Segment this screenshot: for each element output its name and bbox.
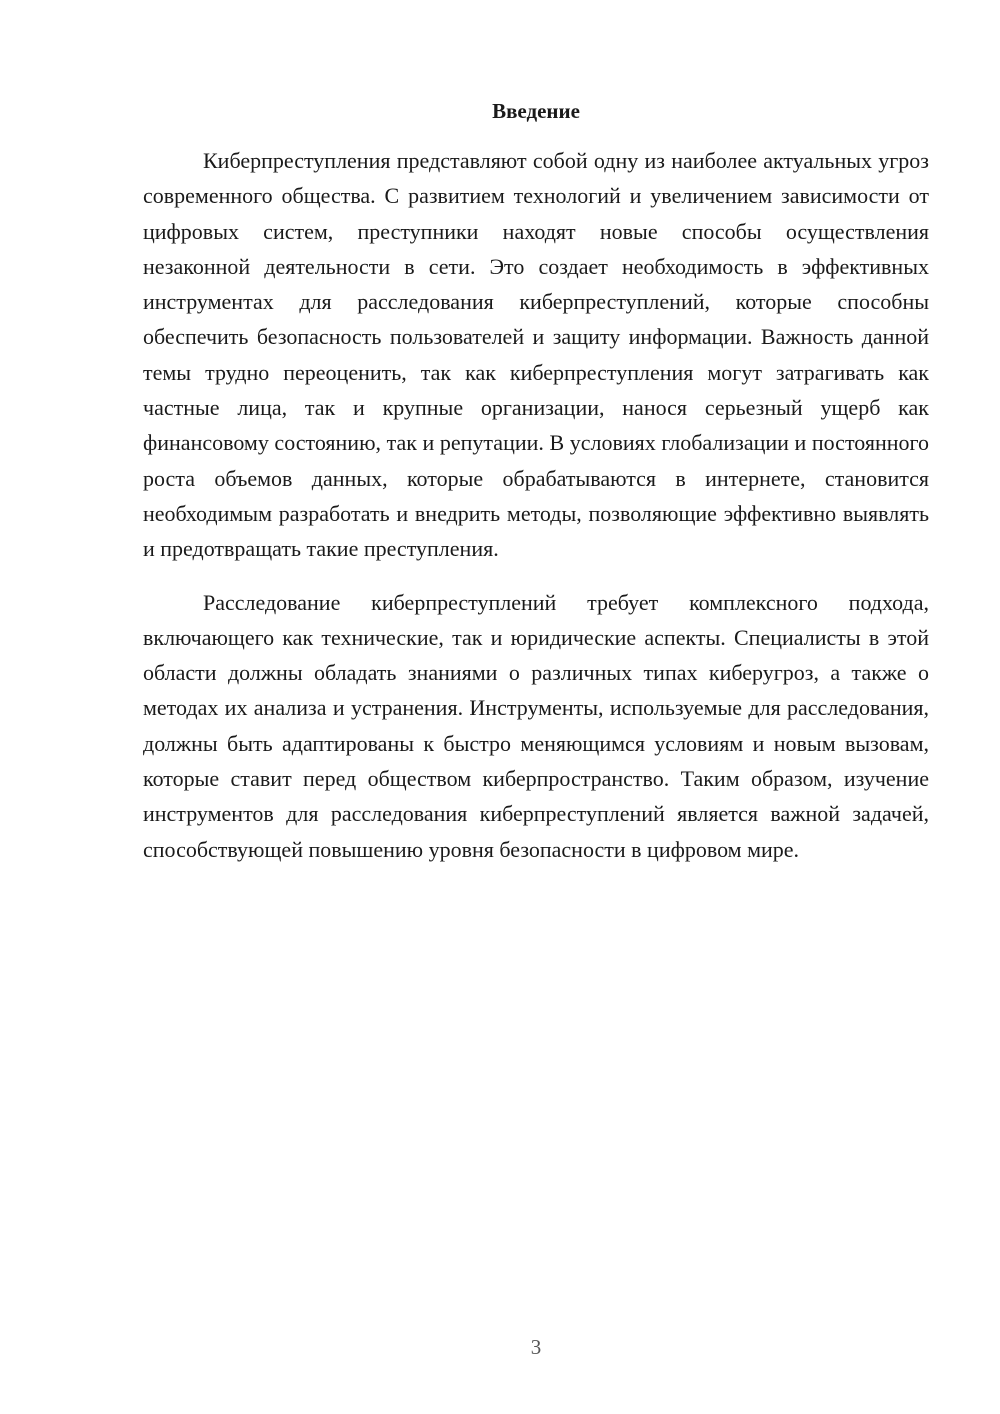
page-number: 3 [530,1335,542,1359]
body-text [143,143,929,867]
paragraph-2: Расследование киберпреступлений требует комплексного подхода, включающего как технические, так и юридические аспекты. Специалисты в этой области должны обладать знаниями о различных типах киберугроз, а также о методах их анализа и устранения. Инструменты, используемые для расследования, должны быть адаптированы к быстро меняющимся условиям и новым вызовам, которые ставит перед обществом киберпространство. Таким образом, изучение инструментов для расследования киберпреступлений является важной задачей, способствующей повышению уровня безопасности в цифровом мире. [143,589,929,862]
paragraph-1: Киберпреступления представляют собой одну из наиболее актуальных угроз современного общества. С развитием технологий и увеличением зависимости от цифровых систем, преступники находят новые способы осуществления незаконной деятельности в сети. Это создает необходимость в эффективных инструментах для расследования киберпреступлений, которые способны обеспечить безопасность пользователей и защиту информации. Важность данной темы трудно переоценить, так как киберпреступления могут затрагивать как частные лица, так и крупные организации, нанося серьезный ущерб как финансовому состоянию, так и репутации. В условиях глобализации и постоянного роста объемов данных, которые обрабатываются в интернете, становится необходимым разработать и внедрить методы, позволяющие эффективно выявлять и предотвращать такие преступления. [143,148,929,562]
section-heading: Введение [492,99,580,123]
